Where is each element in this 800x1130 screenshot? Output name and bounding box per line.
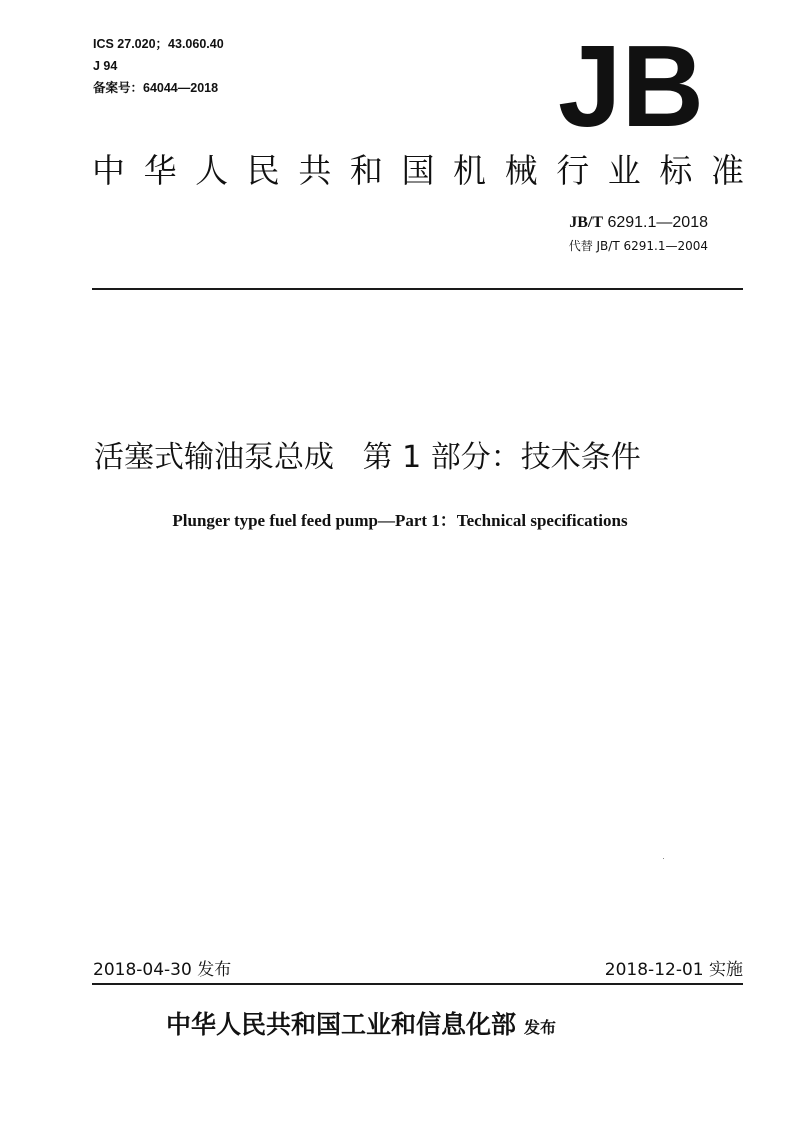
standard-category-char: 机 bbox=[453, 151, 487, 190]
standard-category-char: 准 bbox=[710, 151, 744, 190]
standard-category-char: 共 bbox=[298, 151, 332, 190]
standard-category-char: 业 bbox=[607, 151, 641, 190]
standard-number-value: 6291.1—2018 bbox=[603, 214, 708, 231]
header-divider bbox=[92, 288, 743, 290]
filing-number: 备案号：64044—2018 bbox=[93, 81, 219, 95]
standard-category-char: 标 bbox=[659, 151, 693, 190]
ccs-code: J 94 bbox=[93, 59, 118, 73]
standard-category-char: 和 bbox=[349, 151, 383, 190]
standard-category-char: 械 bbox=[504, 151, 538, 190]
issuer-name: 中华人民共和国工业和信息化部 bbox=[166, 1010, 517, 1039]
standard-category-char: 国 bbox=[401, 151, 435, 190]
issuer-suffix: 发布 bbox=[524, 1018, 557, 1037]
standard-category-char: 人 bbox=[195, 151, 229, 190]
standard-category-char: 华 bbox=[143, 151, 177, 190]
standard-category-char: 行 bbox=[556, 151, 590, 190]
issuer bbox=[166, 1005, 556, 1048]
scan-speck bbox=[663, 858, 664, 859]
standard-category-char: 民 bbox=[246, 151, 280, 190]
footer-divider bbox=[92, 983, 743, 985]
document-title-chinese: 活塞式输油泵总成 第 1 部分：技术条件 bbox=[94, 440, 641, 475]
standard-number-prefix: JB/T bbox=[569, 214, 604, 231]
svg-text:JB: JB bbox=[558, 38, 704, 138]
standard-category-char: 中 bbox=[92, 151, 125, 190]
jb-logo bbox=[556, 38, 706, 138]
standard-number bbox=[569, 213, 708, 233]
replaces-standard: 代替 JB/T 6291.1—2004 bbox=[568, 239, 708, 253]
issue-date: 2018-04-30 发布 bbox=[93, 960, 232, 980]
ics-code: ICS 27.020；43.060.40 bbox=[93, 37, 224, 51]
document-title-english: Plunger type fuel feed pump—Part 1：Technical specifications bbox=[172, 511, 628, 530]
standard-category-heading bbox=[92, 148, 744, 194]
implementation-date: 2018-12-01 实施 bbox=[604, 960, 743, 980]
